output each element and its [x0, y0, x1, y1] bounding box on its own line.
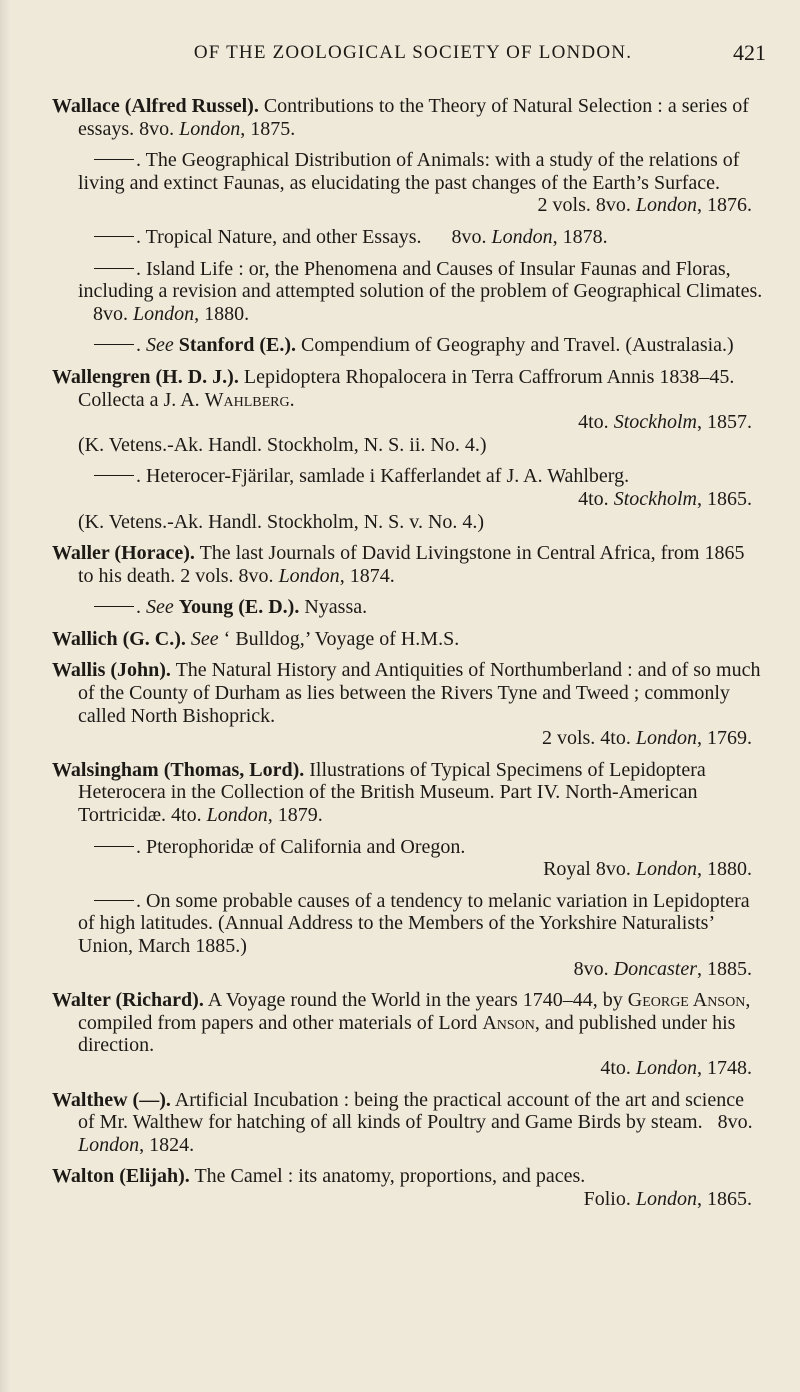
entry-title: The Camel : its anatomy, proportions, and paces. — [194, 1165, 586, 1188]
entry-title: The Geographical Distribution of Animals: with a study of the relations of living and extinct Faunas, as elucidating the past changes of the Earth’s Surface. — [78, 149, 740, 194]
entry-place: London — [635, 858, 697, 881]
entry-imprint — [78, 194, 764, 217]
entry-imprint — [78, 1057, 764, 1080]
entry-person: Anson, — [482, 1011, 540, 1034]
entry-place: Stockholm — [613, 487, 697, 510]
bibliography-entry: . See Young (E. D.). Nyassa. — [52, 596, 764, 619]
page-number: 421 — [733, 40, 766, 65]
bibliography-entry: . Pterophoridæ of California and Oregon. Royal 8vo. London, 1880. — [52, 836, 764, 881]
entry-format: 8vo. — [451, 225, 487, 248]
entry-format: Royal 8vo. — [543, 858, 631, 881]
ditto-dash — [94, 159, 134, 160]
entry-title: Compendium of Geography and Travel. (Australasia.) — [301, 334, 734, 357]
entry-format: 2 vols. 8vo. — [537, 194, 631, 217]
bibliography-entry: . Heterocer-Fjärilar, samlade i Kafferlandet af J. A. Wahlberg. 4to. Stockholm, 1865. (K. Vetens.-Ak. Handl. Stockholm, N. S. v. No. 4.) — [52, 465, 764, 533]
entry-place: London — [491, 225, 553, 248]
ditto-dash — [94, 344, 134, 345]
entry-year: , 1874. — [339, 564, 395, 587]
entry-title: Island Life : or, the Phenomena and Causes of Insular Faunas and Floras, including a revision and attempted solution of the problem of Geographical Climates. — [78, 257, 763, 303]
entry-year: , 1880. — [194, 302, 250, 325]
entry-series-note: (K. Vetens.-Ak. Handl. Stockholm, N. S. v. No. 4.) — [78, 510, 485, 533]
entry-format: 4to. — [578, 411, 609, 434]
see-reference: See — [146, 334, 174, 357]
entry-format: 2 vols. 8vo. — [180, 564, 274, 587]
entry-series-note: (K. Vetens.-Ak. Handl. Stockholm, N. S. ii. No. 4.) — [78, 433, 487, 456]
entry-author: Walsingham (Thomas, Lord). — [52, 758, 305, 781]
see-reference: See — [146, 596, 174, 619]
entry-title: Lepidoptera Rhopalocera in Terra Caffrorum Annis 1838–45. Collecta a J. A. — [78, 365, 735, 411]
entry-year: , 1878. — [552, 225, 608, 248]
bibliography-entry — [52, 759, 764, 827]
entry-person: George Anson, — [627, 989, 751, 1012]
bibliography-entry — [52, 542, 764, 587]
ditto-dash — [94, 900, 134, 901]
entry-place: London — [179, 117, 241, 140]
bibliography-entry: . On some probable causes of a tendency to melanic variation in Lepidoptera of high latitudes. (Annual Address to the Members of the Yorkshire Naturalists’ Union, March 1885.) 8vo. Doncaster, 1885. — [52, 890, 764, 980]
ditto-dash — [94, 236, 134, 237]
bibliography-entry — [52, 366, 764, 456]
entry-year: , 1857. — [697, 411, 752, 434]
entry-year: , 1748. — [697, 1056, 752, 1079]
bibliography-entry — [52, 659, 764, 749]
entry-year: , 1879. — [267, 804, 323, 827]
bibliography-entry — [52, 989, 764, 1079]
entry-author: Wallengren (H. D. J.). — [52, 365, 239, 388]
entry-place: London — [206, 804, 268, 827]
bibliography-entries — [52, 95, 764, 1220]
entry-title: Contributions to the Theory of Natural Selection : a series of essays. — [78, 95, 749, 140]
cross-ref-author: Young (E. D.). — [178, 596, 300, 619]
entry-format: 4to. — [578, 487, 609, 510]
entry-author: Wallis (John). — [52, 659, 171, 682]
entry-title: Nyassa. — [304, 596, 368, 619]
entry-place: London — [133, 302, 195, 325]
entry-author: Walthew (—). — [52, 1088, 171, 1111]
entry-title: On some probable causes of a tendency to melanic variation in Lepidoptera of high latitudes. (Annual Address to the Members of the Yorkshire Naturalists’ Union, March 1885.) — [78, 889, 750, 957]
entry-place: Doncaster — [613, 957, 697, 980]
entry-title-cont: and published under his direction. — [78, 1011, 736, 1057]
entry-place: London — [635, 727, 697, 750]
entry-year: , 1875. — [240, 117, 296, 140]
entry-title: Heterocer-Fjärilar, samlade i Kafferlandet af J. A. Wahlberg. — [146, 465, 630, 488]
entry-format: Folio. — [583, 1187, 631, 1210]
entry-author: Wallich (G. C.). — [52, 627, 186, 650]
entry-format: 8vo. — [93, 302, 128, 325]
entry-imprint — [78, 411, 764, 434]
bibliography-entry: . See Stanford (E.). Compendium of Geography and Travel. (Australasia.) — [52, 334, 764, 357]
ditto-dash — [94, 606, 134, 607]
entry-place: London — [635, 1056, 697, 1079]
bibliography-entry — [52, 628, 764, 651]
running-title: OF THE ZOOLOGICAL SOCIETY OF LONDON. — [193, 42, 633, 63]
entry-title: ‘ Bulldog,’ Voyage of H.M.S. — [223, 627, 460, 650]
ditto-dash — [94, 846, 134, 847]
entry-format: 8vo. — [139, 117, 175, 140]
entry-year: , 1865. — [697, 1187, 752, 1210]
entry-format: 4to. — [600, 1056, 631, 1079]
entry-title: The Natural History and Antiquities of Northumberland : and of so much of the County of Durham as lies between the Rivers Tyne and Tweed ; commonly called North Bishoprick. — [78, 659, 761, 727]
bibliography-entry: . The Geographical Distribution of Animals: with a study of the relations of living and extinct Faunas, as elucidating the past changes of the Earth’s Surface. 2 vols. 8vo. London, 1876. — [52, 149, 764, 217]
entry-title: Artificial Incubation : being the practical account of the art and science of Mr. Walthew for hatching of all kinds of Poultry and Game Birds by steam. — [78, 1088, 744, 1134]
entry-title: A Voyage round the World in the years 1740–44, by — [207, 989, 623, 1012]
entry-year: , 1824. — [139, 1133, 195, 1156]
bibliography-entry — [52, 1165, 764, 1210]
page-gutter-shadow — [0, 0, 10, 1392]
bibliography-entry: . Island Life : or, the Phenomena and Causes of Insular Faunas and Floras, including a revision and attempted solution of the problem of Geographical Climates. 8vo. London, 1880. — [78, 257, 763, 325]
entry-year: , 1876. — [697, 194, 752, 217]
entry-collector: Wahlberg. — [204, 388, 295, 411]
entry-imprint — [78, 1188, 764, 1211]
entry-place: London — [635, 194, 697, 217]
cross-ref-author: Stanford (E.). — [178, 334, 296, 357]
entry-place: London — [278, 564, 340, 587]
entry-year: , 1885. — [697, 957, 752, 980]
running-head — [60, 42, 766, 72]
entry-title: The last Journals of David Livingstone in Central Africa, from 1865 to his death. — [78, 542, 745, 587]
entry-year: , 1769. — [697, 727, 752, 750]
entry-imprint — [78, 488, 764, 511]
entry-year: , 1880. — [697, 858, 752, 881]
entry-format: 2 vols. 4to. — [541, 727, 631, 750]
entry-author: Walton (Elijah). — [52, 1165, 190, 1188]
entry-place: London — [635, 1187, 697, 1210]
entry-place: London — [78, 1133, 140, 1156]
entry-title: Pterophoridæ of California and Oregon. — [146, 835, 466, 858]
entry-format: 8vo. — [573, 957, 609, 980]
entry-imprint — [78, 727, 764, 750]
entry-place: Stockholm — [613, 411, 697, 434]
entry-author: Wallace (Alfred Russel). — [52, 95, 259, 117]
ditto-dash — [94, 475, 134, 476]
entry-author: Walter (Richard). — [52, 989, 204, 1012]
see-reference: See — [190, 627, 219, 650]
entry-format: 8vo. — [717, 1111, 753, 1134]
bibliography-entry — [52, 1089, 764, 1157]
entry-format: 4to. — [171, 804, 202, 827]
entry-title-cont: compiled from papers and other materials of Lord — [78, 1011, 478, 1034]
entry-imprint — [78, 958, 764, 981]
entry-title: Illustrations of Typical Specimens of Lepidoptera Heterocera in the Collection of the British Museum. Part IV. North-American Tortricidæ. — [78, 758, 706, 827]
bibliography-entry — [52, 95, 764, 140]
entry-year: , 1865. — [697, 487, 752, 510]
entry-title: Tropical Nature, and other Essays. — [145, 225, 422, 248]
entry-author: Waller (Horace). — [52, 542, 195, 565]
ditto-dash — [94, 268, 134, 269]
bibliography-entry: . Tropical Nature, and other Essays. 8vo. London, 1878. — [52, 226, 764, 249]
entry-imprint — [78, 858, 764, 881]
